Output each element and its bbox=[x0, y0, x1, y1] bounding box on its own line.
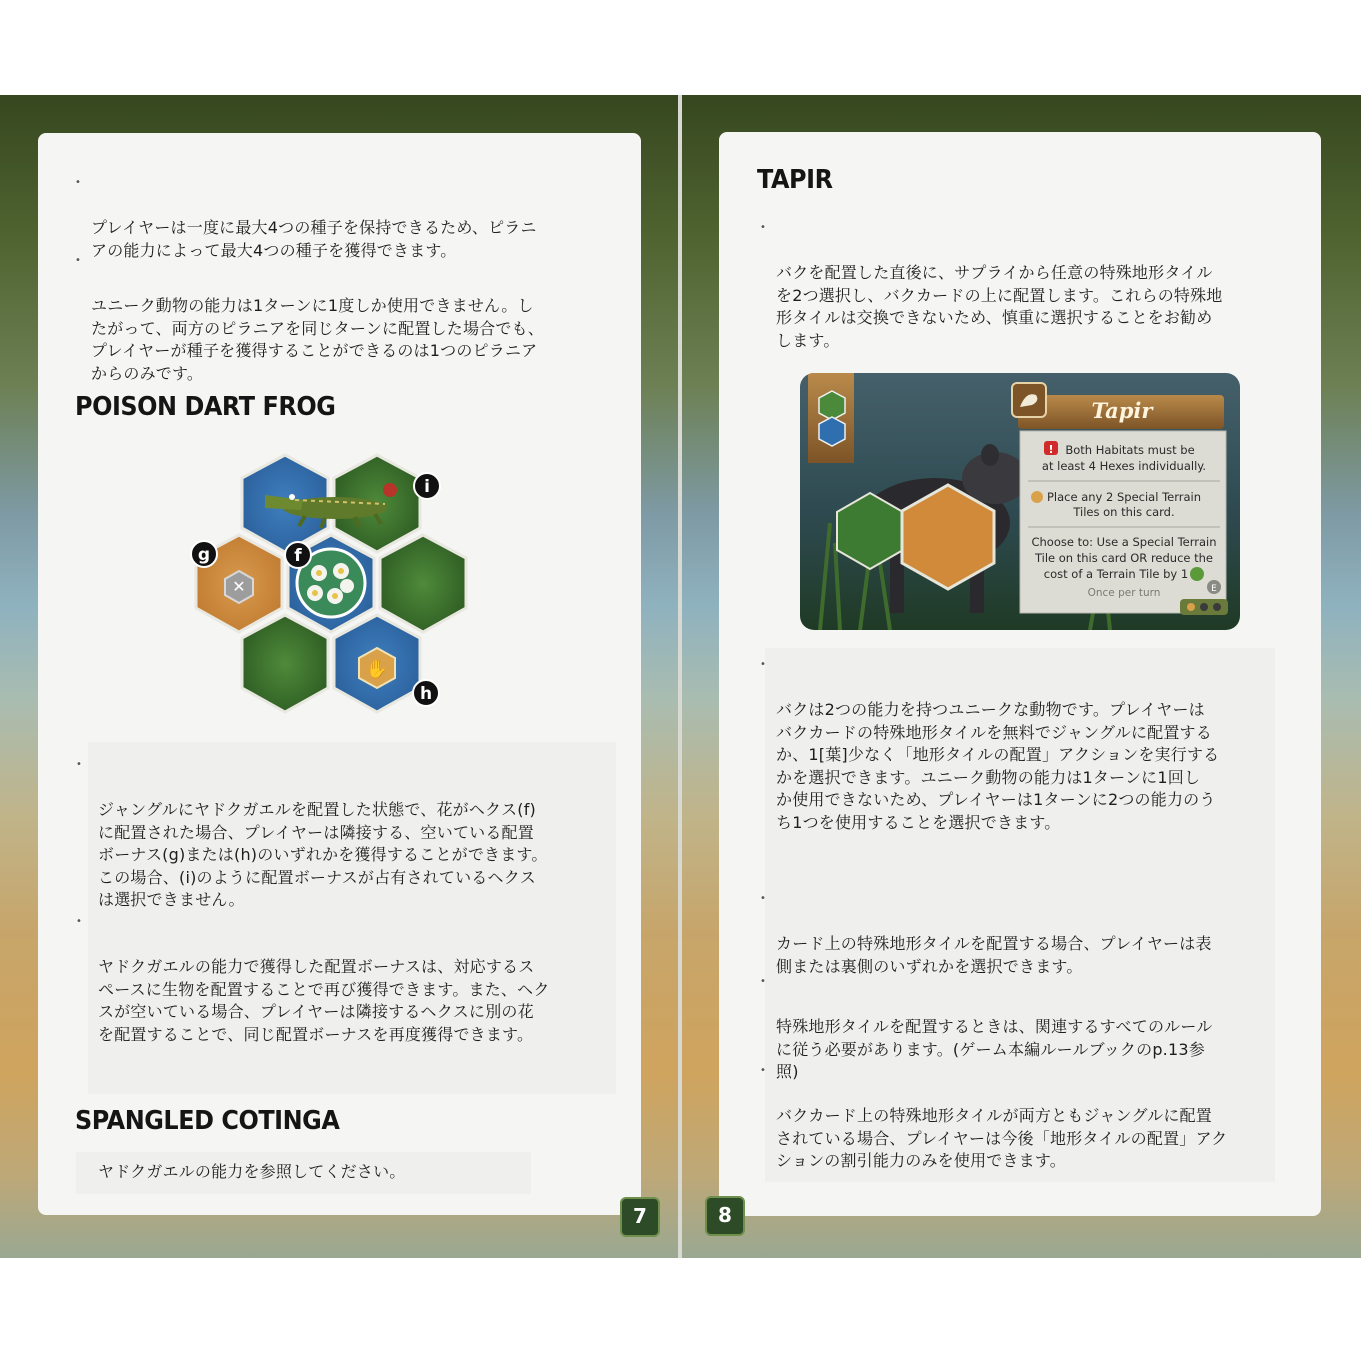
card-rule-place-2: Tiles on this card. bbox=[1073, 505, 1175, 519]
page-number-left: 7 bbox=[620, 1197, 660, 1237]
bullet-tapir-intro bbox=[760, 217, 1256, 352]
bullet-text: ジャングルにヤドクガエルを配置した状態で、花がヘクス(f) に配置された場合、プレイヤーは隣接する、空いている配置 ボーナス(g)または(h)のいずれかを獲得することができます。 この場合、(i)のように配置ボーナスが占有されているヘクス は選択できません。 bbox=[98, 800, 548, 909]
card-rule-habitats-2: at least 4 Hexes individually. bbox=[1041, 459, 1207, 473]
heading-poison-dart-frog: POISON DART FROG bbox=[75, 392, 336, 422]
bullet-seeds bbox=[75, 172, 591, 262]
label-h: h bbox=[419, 684, 433, 704]
bullet-tapir-abilities bbox=[760, 654, 1264, 834]
card-rule-once: Once per turn bbox=[1087, 587, 1161, 599]
ability-icon bbox=[1031, 491, 1043, 503]
hex-jungle-bottom bbox=[242, 615, 328, 712]
bullet-dot: • bbox=[75, 177, 82, 188]
card-rule-place-1: Place any 2 Special Terrain bbox=[1046, 490, 1202, 504]
heading-spangled-cotinga: SPANGLED COTINGA bbox=[75, 1106, 340, 1136]
bullet-dot: • bbox=[760, 659, 767, 670]
card-rule-choose-1: Choose to: Use a Special Terrain bbox=[1031, 535, 1217, 549]
card-title: Tapir bbox=[1091, 398, 1153, 423]
svg-text:✕: ✕ bbox=[232, 577, 246, 596]
bullet-tapir-sides bbox=[760, 888, 1264, 978]
habitat-icon-jungle bbox=[819, 391, 845, 420]
tapir-card bbox=[800, 373, 1240, 630]
bullet-text: カード上の特殊地形タイルを配置する場合、プレイヤーは表 側または裏側のいずれかを選択できます。 bbox=[776, 934, 1212, 976]
svg-text:✋: ✋ bbox=[365, 659, 389, 680]
card-rule-choose-2: Tile on this card OR reduce the bbox=[1034, 551, 1214, 565]
bullet-text: ユニーク動物の能力は1ターンに1度しか使用できません。し たがって、両方のピラニアを同じターンに配置した場合でも、 プレイヤーが種子を獲得することができるのは1つのピラニア からのみです。 bbox=[91, 296, 544, 383]
heading-tapir: TAPIR bbox=[757, 165, 833, 195]
card-rule-choose-3: cost of a Terrain Tile by 1 bbox=[1043, 567, 1189, 581]
hex-jungle-right bbox=[380, 535, 466, 632]
hand-bonus-token bbox=[359, 648, 395, 688]
label-i: i bbox=[424, 477, 430, 497]
habitat-icon-water bbox=[819, 417, 845, 446]
label-f: f bbox=[294, 546, 302, 566]
bullet-text: バクカード上の特殊地形タイルが両方ともジャングルに配置 されている場合、プレイヤーは今後「地形タイルの配置」アク ションの割引能力のみを使用できます。 bbox=[776, 1106, 1228, 1170]
bullet-dot: • bbox=[760, 1065, 767, 1076]
bullet-dot: • bbox=[760, 893, 767, 904]
card-rule-habitats-1: Both Habitats must be bbox=[1065, 443, 1195, 457]
seed-marker bbox=[383, 483, 397, 497]
bullet-text: プレイヤーは一度に最大4つの種子を保持できるため、ピラニ アの能力によって最大4つの種子を獲得できます。 bbox=[91, 218, 537, 260]
card-cost-dots bbox=[1180, 599, 1228, 615]
bullet-dot: • bbox=[76, 916, 83, 927]
bullet-text: 特殊地形タイルを配置するときは、関連するすべてのルール に従う必要があります。(ゲーム本編ルールブックのp.13参 照) bbox=[776, 1017, 1213, 1081]
bullet-tapir-discount bbox=[760, 1060, 1264, 1173]
bullet-frog-placement bbox=[76, 754, 608, 912]
bullet-text: ヤドクガエルの能力で獲得した配置ボーナスは、対応するス ペースに生物を配置することで再び獲得できます。また、ヘク スが空いている場合、プレイヤーは隣接するヘクスに別の花 を配置することで、同じ配置ボーナスを再度獲得できます。 bbox=[98, 957, 550, 1044]
bullet-dot: • bbox=[760, 976, 767, 987]
bullet-once-per-turn bbox=[75, 250, 591, 385]
frog-hex-diagram bbox=[185, 450, 485, 730]
leaf-icon bbox=[1190, 567, 1204, 581]
page-number-right: 8 bbox=[705, 1196, 745, 1236]
bullet-text: バクを配置した直後に、サプライから任意の特殊地形タイル を2つ選択し、バクカードの上に配置します。これらの特殊地 形タイルは交換できないため、慎重に選択することをお勧め します。 bbox=[776, 263, 1223, 350]
cotinga-text: ヤドクガエルの能力を参照してください。 bbox=[98, 1162, 406, 1181]
bullet-dot: • bbox=[75, 255, 82, 266]
bullet-text: バクは2つの能力を持つユニークな動物です。プレイヤーは バクカードの特殊地形タイルを無料でジャングルに配置する か、1[葉]少なく「地形タイルの配置」アクションを実行する かを選択できます。ユニーク動物の能力は1ターンに1回し か使用できないため、プレイヤーは1ターンに2つの能力のう ち1つを使用することを選択できます。 bbox=[776, 700, 1220, 832]
card-type-icon bbox=[1012, 383, 1046, 417]
bullet-dot: • bbox=[760, 222, 767, 233]
label-g: g bbox=[197, 545, 211, 565]
bullet-dot: • bbox=[76, 759, 83, 770]
page-gutter bbox=[678, 95, 682, 1258]
expansion-mark-letter: E bbox=[1211, 584, 1217, 594]
bullet-frog-bonus bbox=[76, 911, 608, 1046]
svg-text:!: ! bbox=[1048, 443, 1054, 456]
